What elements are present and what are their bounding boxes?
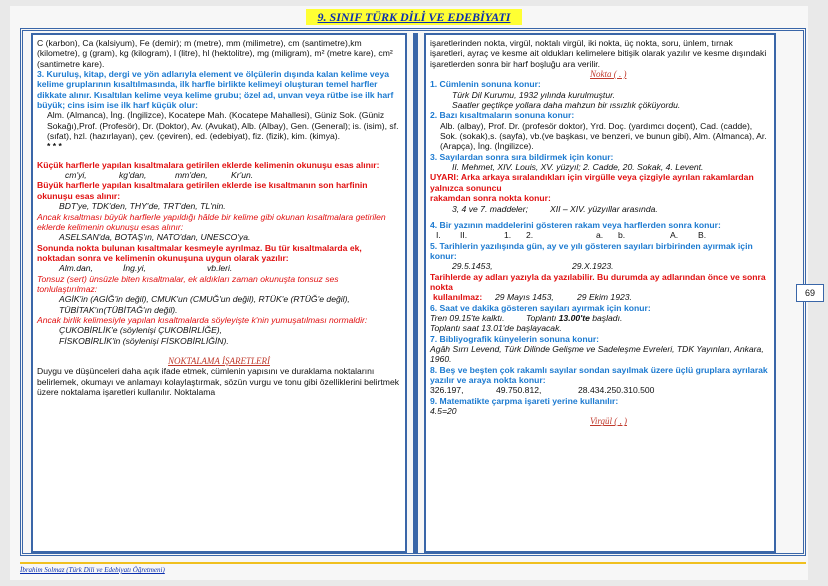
example-item: A. bbox=[670, 230, 679, 241]
rule-1: 1. Cümlenin sonuna konur: bbox=[430, 79, 541, 90]
birlik-example-2: FİSKOBİRLİK'in (söylenişi FİSKOBİRLİĞİN). bbox=[59, 335, 229, 346]
rule-9-example: 4.5=20 bbox=[430, 406, 457, 417]
uppercase-suffix-rule: Büyük harflerle yapılan kısaltmalara getirilen eklerde ise kısaltmanın son harfinin okunuşu esas alınır: bbox=[37, 180, 368, 201]
example-item: 326.197, bbox=[430, 385, 464, 396]
right-column bbox=[424, 33, 776, 553]
page-title: 9. SINIF TÜRK DİLİ VE EDEBİYATI bbox=[306, 9, 522, 25]
month-names-rule-end: kullanılmaz: bbox=[433, 292, 483, 303]
punctuation-heading: NOKTALAMA İŞARETLERİ bbox=[168, 355, 270, 366]
example-item: 3, 4 ve 7. maddeler; bbox=[452, 203, 528, 214]
footer-author: İbrahim Solmaz (Türk Dili ve Edebiyatı Öğretmeni) bbox=[20, 566, 165, 574]
example-item: 28.434.250.310.500 bbox=[578, 385, 655, 396]
column-divider bbox=[413, 33, 418, 553]
rule-8-examples bbox=[430, 385, 770, 395]
example-item: İng.yi, bbox=[123, 263, 146, 274]
separator-stars: * * * bbox=[47, 141, 62, 152]
example-item: başladı. bbox=[592, 312, 623, 323]
rule-1-example-1: Türk Dil Kurumu, 1932 yılında kurulmuştur. bbox=[452, 89, 616, 100]
rule-1-example-2: Saatler geçtikçe yollara daha mahzun bir ıssızlık çöküyordu. bbox=[452, 100, 681, 111]
rule-5: 5. Tarihlerin yazılışında gün, ay ve yılı gösteren sayıları birbirinden ayırmak için konur: bbox=[430, 240, 753, 261]
rule-7: 7. Bibliyografik künyelerin sonuna konur: bbox=[430, 333, 600, 344]
example-item: B. bbox=[698, 230, 707, 241]
rule-3-examples: II. Mehmet, XIV. Louis, XV. yüzyıl; 2. Cadde, 20. Sokak, 4. Levent. bbox=[452, 162, 704, 173]
example-item: Tren 09.15'te kalktı. bbox=[430, 312, 505, 323]
warning-examples bbox=[430, 204, 770, 214]
rule-9: 9. Matematikte çarpma işareti yerine kullanılır: bbox=[430, 395, 619, 406]
example-item: 29 Mayıs 1453, bbox=[495, 292, 554, 303]
rule-6-example-2: Toplantı saat 13.01'de başlayacak. bbox=[430, 323, 562, 334]
warning-text: UYARI: Arka arkaya sıralandıkları için virgülle veya çizgiyle ayrılan rakamlardan yalnızca sonuncu bbox=[430, 172, 754, 193]
example-item-time: 13.00'te bbox=[558, 312, 590, 323]
rule-8: 8. Beş ve beşten çok rakamlı sayılar sondan sayılmak üzere üçlü gruplara ayrılarak yazılır ve araya nokta konur: bbox=[430, 364, 768, 385]
lowercase-suffix-rule: Küçük harflerle yapılan kısaltmalara getirilen eklerde kelimenin okunuşu esas alınır: bbox=[37, 159, 380, 170]
rule-5-examples bbox=[430, 261, 770, 271]
rule-3: 3. Sayılardan sonra sıra bildirmek için konur: bbox=[430, 151, 614, 162]
rule-3-examples: Alm. (Almanca), İng. (İngilizce), Kocatepe Mah. (Kocatepe Mahallesi), Güniz Sok. (Güniz Sokağı),Prof. (Profesör), Dr. (Doktor), Av. (Avukat), Alb. (Albay), Gen. (General); is. (isim), sf. (sıfat), hzl. (hazırlayan), çev. (çeviren), ed. (edebiyat), fiz. (fizik), kim. (kimya). bbox=[47, 110, 399, 142]
rule-2-examples: Alb. (albay), Prof. Dr. (profesör doktor), Yrd. Doç. (yardımcı doçent), Cad. (cadde), Sok. (sokak),s. (sayfa), vb.(ve başkası, ve benzeri, ve bunun gibi), Alm. (Almanca), Ar. (Arapça), İng. (İngilizce). bbox=[440, 120, 767, 152]
example-item: I. bbox=[436, 230, 441, 241]
month-names-examples bbox=[430, 292, 770, 302]
left-column bbox=[31, 33, 407, 553]
example-item: vb.leri. bbox=[207, 263, 233, 274]
birlik-example-1: ÇUKOBİRLİK'e (söylenişi ÇUKOBİRLİĞE), bbox=[59, 325, 223, 336]
example-item: Toplantı bbox=[526, 312, 557, 323]
element-abbreviations-examples: C (karbon), Ca (kalsiyum), Fe (demir); m (metre), mm (milimetre), cm (santimetre),km (kilometre), g (gram), kg (kilogram), l (litre), hl (hektolitre), mg (miligram), m² (metre kare), cm² (santimetre kare). bbox=[37, 38, 393, 69]
example-item: cm'yi, bbox=[65, 170, 87, 181]
example-item: Alm.dan, bbox=[59, 263, 93, 274]
uppercase-examples: BDT'ye, TDK'den, THY'de, TRT'den, TL'nin. bbox=[59, 201, 226, 212]
example-item: 29.X.1923. bbox=[572, 261, 614, 272]
rule-4-examples bbox=[430, 230, 770, 240]
example-item: 49.750.812, bbox=[496, 385, 542, 396]
example-item: b. bbox=[618, 230, 626, 241]
rule-6-example-1 bbox=[430, 313, 770, 323]
example-item: mm'den, bbox=[175, 170, 208, 181]
example-item: Kr'un. bbox=[231, 170, 254, 181]
acronym-examples: ASELSAN'da, BOTAŞ'ın, NATO'dan, UNESCO'ya. bbox=[59, 232, 251, 243]
page-number: 69 bbox=[796, 284, 824, 302]
example-item: a. bbox=[596, 230, 604, 241]
month-names-rule: Tarihlerde ay adları yazıyla da yazılabilir. Bu durumda ay adlarından önce ve sonra nokta bbox=[430, 271, 766, 292]
example-item: kg'dan, bbox=[119, 170, 147, 181]
example-item: 29.5.1453, bbox=[452, 261, 493, 272]
birlik-rule: Ancak birlik kelimesiyle yapılan kısaltmalarda söyleyişte k'nin yumuşatılması normaldir: bbox=[37, 314, 368, 325]
example-item: 2. bbox=[526, 230, 534, 241]
rule-2: 2. Bazı kısaltmaların sonuna konur: bbox=[430, 110, 575, 121]
nokta-heading: Nokta ( . ) bbox=[590, 69, 627, 80]
footer-line bbox=[20, 562, 806, 564]
virgul-heading: Virgül ( , ) bbox=[590, 416, 627, 427]
example-item: 29 Ekim 1923. bbox=[577, 292, 632, 303]
dotted-abbreviation-rule: Sonunda nokta bulunan kısaltmalar kesmeyle ayrılmaz. Bu tür kısaltmalarda ek, noktadan sonra ve kelimenin okunuşuna uygun olarak yazılır: bbox=[37, 242, 362, 263]
rule-4: 4. Bir yazının maddelerini gösteren rakam veya harflerden sonra konur: bbox=[430, 219, 721, 230]
rule-6: 6. Saat ve dakika gösteren sayıları ayırmak için konur: bbox=[430, 302, 651, 313]
voiceless-consonant-rule: Tonsuz (sert) ünsüzle biten kısaltmalar, ek aldıkları zaman okunuşta tonsuz ses tonlulaştırılmaz: bbox=[37, 273, 339, 294]
dotted-examples bbox=[37, 263, 401, 273]
rule-3-text: 3. Kuruluş, kitap, dergi ve yön adlarıyla element ve ölçülerin dışında kalan kelime veya kelime gruplarının kısaltılmasında, ilk harfle birlikte kelimeyi oluşturan temel harfler dikkate alınır. Kısaltılan kelime veya kelime grubu; özel ad, unvan veya rütbe ise ilk harf büyük; cins isim ise ilk harf küçük olur: bbox=[37, 69, 394, 111]
punctuation-intro: Duygu ve düşünceleri daha açık ifade etmek, cümlenin yapısını ve duraklama noktalarını belirlemek, okumayı ve anlamayı kolaylaştırmak, sözün vurgu ve tonu gibi özelliklerini belirtmek üzere noktalama işaretleri kullanılır. Noktalama bbox=[37, 366, 400, 397]
voiceless-examples: AGİK'in (AGİĞ'in değil), CMUK'un (CMUĞ'un değil), RTÜK'e (RTÜĞ'e değil), TÜBİTAK'ın(TÜBİTAĞ'ın değil). bbox=[59, 294, 350, 315]
punctuation-intro-continued: işaretlerinden nokta, virgül, noktalı virgül, iki nokta, üç nokta, soru, ünlem, tırnak işaretleri, ayraç ve kesme ait oldukları kelimelere bitişik olarak yazılır ve kesme dışındaki işaretlerden sonra bir harf boşluğu ara verilir. bbox=[430, 38, 767, 69]
rule-7-example: Agâh Sırrı Levend, Türk Dilinde Gelişme ve Sadeleşme Evreleri, TDK Yayınları, Ankara, 1960. bbox=[430, 343, 764, 365]
warning-text-continued: rakamdan sonra nokta konur: bbox=[430, 193, 551, 204]
example-item: II. bbox=[460, 230, 468, 241]
example-item: XII – XIV. yüzyıllar arasında. bbox=[550, 203, 658, 214]
lowercase-examples bbox=[37, 170, 401, 180]
example-item: 1. bbox=[504, 230, 512, 241]
acronym-exception-rule: Ancak kısaltması büyük harflerle yapıldığı hâlde bir kelime gibi okunan kısaltmalara getirilen eklerde kelimenin okunuşu esas alınır: bbox=[37, 211, 386, 232]
